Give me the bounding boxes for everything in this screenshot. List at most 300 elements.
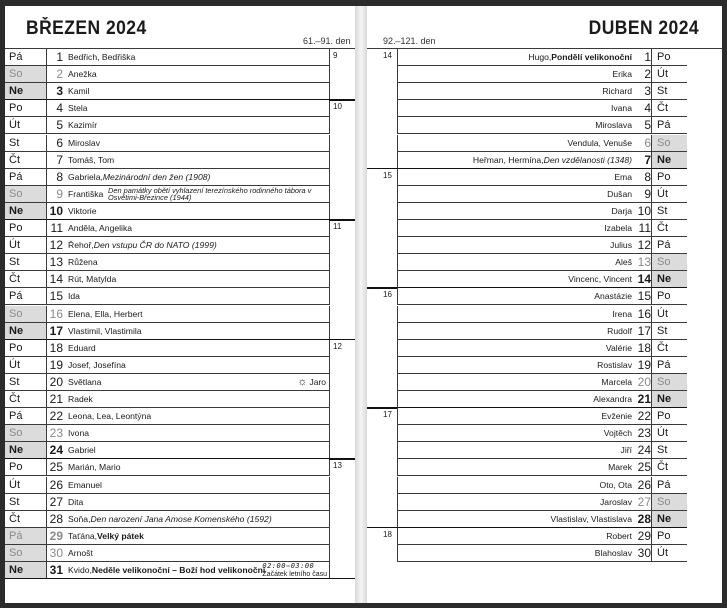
- nameday: Ivana: [610, 103, 632, 114]
- weekday-label: St: [651, 323, 687, 340]
- nameday-text: [397, 545, 637, 562]
- season-start: [297, 376, 326, 388]
- weekday-label: Út: [5, 117, 46, 134]
- day-row: [367, 271, 722, 288]
- nameday-text: [63, 117, 329, 134]
- week-number: 12: [329, 340, 355, 357]
- day-row: [5, 220, 355, 237]
- nameday: Heřman, Hermína,: [472, 154, 544, 165]
- weekday-label: So: [5, 66, 46, 83]
- weekday-label: Út: [651, 425, 687, 442]
- day-number: 27: [46, 494, 63, 511]
- nameday-text: [63, 152, 329, 169]
- day-row: [5, 425, 355, 442]
- week-number: [329, 203, 355, 220]
- weekday-label: Pá: [651, 357, 687, 374]
- nameday-text: [63, 391, 329, 408]
- nameday-text: [397, 494, 637, 511]
- weekday-label: Ne: [5, 83, 46, 100]
- day-number: 7: [637, 152, 651, 169]
- week-number: [367, 477, 397, 494]
- day-row: [367, 442, 722, 459]
- week-number: 15: [383, 170, 392, 180]
- weekday-label: So: [5, 545, 46, 562]
- nameday: Anežka: [68, 69, 97, 80]
- week-number: 13: [329, 459, 355, 476]
- nameday-text: [397, 117, 637, 134]
- day-number: 21: [637, 391, 651, 408]
- nameday-text: [63, 306, 329, 323]
- day-row: [5, 477, 355, 494]
- nameday-text: [397, 477, 637, 494]
- nameday: Vincenc, Vincent: [568, 274, 632, 285]
- nameday: Růžena: [68, 257, 98, 268]
- week-number: [329, 323, 355, 340]
- nameday: Kvido,: [68, 565, 92, 576]
- day-row: [367, 203, 722, 220]
- nameday: Leona, Lea, Leontýna: [68, 411, 152, 422]
- nameday: Rostislav: [597, 359, 632, 370]
- week-number: [329, 477, 355, 494]
- weekday-label: Čt: [651, 100, 687, 117]
- day-row: [367, 186, 722, 203]
- nameday: Marián, Mario: [68, 462, 121, 473]
- day-range: 61.–91. den: [303, 36, 351, 46]
- nameday: Miroslava: [595, 120, 632, 131]
- week-number: [367, 100, 397, 117]
- nameday-text: [397, 49, 637, 66]
- day-row: [5, 100, 355, 117]
- week-number: [367, 83, 397, 100]
- nameday: Soňa,: [68, 513, 91, 524]
- day-number: 29: [637, 528, 651, 545]
- nameday-text: [397, 459, 637, 476]
- day-row: [367, 66, 722, 83]
- nameday-text: [63, 323, 329, 340]
- week-number: [367, 494, 397, 511]
- weekday-label: Út: [5, 477, 46, 494]
- week-number: 18: [383, 529, 392, 539]
- week-number: [367, 186, 397, 203]
- day-number: 14: [637, 271, 651, 288]
- nameday: Kazimír: [68, 120, 98, 131]
- day-number: 5: [637, 117, 651, 134]
- day-row: [5, 254, 355, 271]
- day-number: 13: [637, 254, 651, 271]
- day-row: [367, 340, 722, 357]
- nameday: Anděla, Angelika: [68, 223, 133, 234]
- nameday: Hugo,: [528, 52, 552, 63]
- day-number: 23: [46, 425, 63, 442]
- nameday: Emanuel: [68, 479, 102, 490]
- nameday-text: [63, 477, 329, 494]
- day-row: [367, 545, 722, 562]
- nameday: Rudolf: [607, 325, 632, 336]
- nameday: Bedřich, Bedřiška: [68, 52, 136, 63]
- day-number: 25: [46, 459, 63, 476]
- nameday-text: [63, 374, 329, 391]
- nameday-text: [397, 511, 637, 528]
- week-number: [329, 425, 355, 442]
- week-number: [367, 425, 397, 442]
- nameday-text: [397, 374, 637, 391]
- week-number: 14: [383, 51, 392, 60]
- day-row: [5, 374, 355, 391]
- nameday-text: [397, 152, 637, 169]
- nameday-text: [63, 135, 329, 152]
- day-number: 24: [637, 442, 651, 459]
- day-row: [5, 152, 355, 169]
- weekday-label: Po: [5, 100, 46, 117]
- weekday-label: Út: [651, 186, 687, 203]
- week-separator: [329, 458, 355, 460]
- day-number: 2: [637, 66, 651, 83]
- week-number: [367, 374, 397, 391]
- day-number: 5: [46, 117, 63, 134]
- nameday-text: [63, 49, 329, 66]
- day-number: 14: [46, 271, 63, 288]
- weekday-label: Ne: [651, 271, 687, 288]
- day-number: 8: [46, 169, 63, 186]
- holiday-note: Mezinárodní den žen (1908): [102, 171, 211, 182]
- day-row: [367, 306, 722, 323]
- nameday-text: [63, 220, 329, 237]
- week-number: [329, 288, 355, 305]
- nameday: Vlastimil, Vlastimila: [68, 325, 142, 336]
- nameday-text: [63, 562, 329, 579]
- day-number: 30: [46, 545, 63, 562]
- day-row: [5, 169, 355, 186]
- week-separator: [367, 287, 397, 289]
- nameday: Josef, Josefína: [68, 359, 126, 370]
- nameday-text: [397, 323, 637, 340]
- nameday: Řehoř,: [68, 240, 94, 251]
- day-number: 7: [46, 152, 63, 169]
- day-row: [367, 49, 722, 66]
- nameday: Miroslav: [68, 137, 100, 148]
- weekday-label: So: [651, 374, 687, 391]
- weekday-label: Čt: [651, 340, 687, 357]
- day-row: [5, 340, 355, 357]
- nameday-text: [63, 357, 329, 374]
- nameday: Vendula, Venuše: [567, 137, 632, 148]
- week-number: [329, 254, 355, 271]
- weekday-label: Ne: [5, 203, 46, 220]
- week-number: [329, 357, 355, 374]
- day-row: [367, 288, 722, 305]
- week-number: [367, 117, 397, 134]
- weekday-label: Pá: [5, 49, 46, 66]
- nameday-text: [397, 254, 637, 271]
- nameday-text: [63, 494, 329, 511]
- nameday-text: [63, 66, 329, 83]
- weekday-label: Pá: [5, 288, 46, 305]
- holiday-note: Den vzdělanosti (1348): [543, 154, 632, 165]
- day-number: 28: [637, 511, 651, 528]
- nameday-text: [63, 271, 329, 288]
- week-number: [367, 323, 397, 340]
- weekday-label: Po: [651, 49, 687, 66]
- day-row: [5, 66, 355, 83]
- nameday-text: [397, 357, 637, 374]
- week-separator: [367, 168, 397, 170]
- day-row: [5, 117, 355, 134]
- weekday-label: Ne: [651, 391, 687, 408]
- nameday: Julius: [610, 240, 632, 251]
- weekday-label: Út: [651, 66, 687, 83]
- day-number: 16: [637, 306, 651, 323]
- weekday-label: Út: [5, 237, 46, 254]
- day-row: [367, 494, 722, 511]
- nameday: Rút, Matylda: [68, 274, 117, 285]
- day-number: 23: [637, 425, 651, 442]
- day-row: [5, 288, 355, 305]
- day-row: [367, 220, 722, 237]
- nameday-text: [397, 340, 637, 357]
- day-number: 21: [46, 391, 63, 408]
- day-row: [367, 152, 722, 169]
- nameday: Arnošt: [68, 547, 93, 558]
- day-number: 19: [46, 357, 63, 374]
- week-number: [367, 306, 397, 323]
- holiday-note: Den narození Jana Amose Komenského (1592): [90, 513, 272, 524]
- week-number: [329, 66, 355, 83]
- day-number: 22: [46, 408, 63, 425]
- day-number: 18: [46, 340, 63, 357]
- day-number: 6: [637, 135, 651, 152]
- weekday-label: Po: [651, 408, 687, 425]
- day-number: 17: [46, 323, 63, 340]
- day-number: 18: [637, 340, 651, 357]
- weekday-label: St: [651, 83, 687, 100]
- week-number: [367, 135, 397, 152]
- nameday-text: [397, 271, 637, 288]
- day-row: [367, 408, 722, 425]
- day-row: [5, 237, 355, 254]
- sun-icon: ☼: [297, 375, 308, 388]
- nameday-text: [63, 425, 329, 442]
- nameday-text: [63, 169, 329, 186]
- nameday-text: [63, 288, 329, 305]
- weekday-label: Út: [651, 545, 687, 562]
- day-number: 24: [46, 442, 63, 459]
- nameday-text: [63, 237, 329, 254]
- nameday: Valérie: [605, 342, 632, 353]
- nameday: Izabela: [604, 223, 632, 234]
- day-row: [367, 169, 722, 186]
- day-row: [367, 135, 722, 152]
- nameday: Robert: [606, 530, 632, 541]
- day-number: 19: [637, 357, 651, 374]
- nameday: Viktorie: [68, 205, 97, 216]
- nameday: Stela: [68, 103, 88, 114]
- week-number: [367, 66, 397, 83]
- day-row: [367, 254, 722, 271]
- nameday-text: [63, 340, 329, 357]
- weekday-label: Ne: [5, 562, 46, 579]
- day-number: 28: [46, 511, 63, 528]
- dst-change: [262, 562, 327, 579]
- dst-label: Začátek letního času: [262, 571, 327, 578]
- nameday-text: [397, 83, 637, 100]
- weekday-label: Po: [651, 169, 687, 186]
- weekday-label: Ne: [651, 152, 687, 169]
- nameday: Alexandra: [593, 394, 632, 405]
- day-row: [367, 528, 722, 545]
- calendar-grid: [367, 49, 722, 579]
- weekday-label: Pá: [651, 237, 687, 254]
- day-range: 92.–121. den: [383, 36, 436, 46]
- week-number: [329, 562, 355, 579]
- week-number: [329, 135, 355, 152]
- book-gutter: [355, 6, 367, 603]
- nameday-text: [397, 391, 637, 408]
- nameday: Oto, Ota: [599, 479, 632, 490]
- day-number: 9: [46, 186, 63, 203]
- week-number: [329, 237, 355, 254]
- weekday-label: Čt: [5, 511, 46, 528]
- weekday-label: So: [5, 186, 46, 203]
- day-row: [367, 391, 722, 408]
- week-number: [329, 545, 355, 562]
- day-row: [5, 357, 355, 374]
- weekday-label: Čt: [5, 391, 46, 408]
- day-row: [367, 374, 722, 391]
- day-number: 1: [637, 49, 651, 66]
- week-number: [367, 152, 397, 169]
- weekday-label: Pá: [651, 117, 687, 134]
- left-page-march: [5, 6, 355, 603]
- day-number: 27: [637, 494, 651, 511]
- nameday: Světlana: [68, 376, 102, 387]
- nameday: Anastázie: [594, 291, 632, 302]
- week-number: [329, 169, 355, 186]
- weekday-label: Út: [651, 306, 687, 323]
- memorial-note: Den památky obětí vyhlazení terezínského rodinného tábora v Osvětimi-Březince (1944): [108, 185, 312, 203]
- nameday: Aleš: [615, 257, 632, 268]
- week-number: [367, 357, 397, 374]
- day-number: 9: [637, 186, 651, 203]
- day-number: 31: [46, 562, 63, 579]
- day-row: [367, 323, 722, 340]
- day-number: 4: [637, 100, 651, 117]
- week-number: [329, 494, 355, 511]
- week-number: [329, 306, 355, 323]
- day-row: [367, 357, 722, 374]
- week-number: [329, 528, 355, 545]
- week-number: 17: [383, 410, 392, 420]
- nameday-text: [63, 100, 329, 117]
- week-number: [367, 442, 397, 459]
- nameday: Františka: [68, 188, 104, 199]
- day-number: 15: [46, 288, 63, 305]
- week-number: [367, 203, 397, 220]
- day-number: 12: [637, 237, 651, 254]
- day-row: [5, 323, 355, 340]
- day-row: [367, 100, 722, 117]
- day-number: 26: [46, 477, 63, 494]
- nameday: Evženie: [601, 411, 632, 422]
- holiday-name: Velký pátek: [97, 530, 144, 541]
- day-row: [367, 117, 722, 134]
- day-number: 17: [637, 323, 651, 340]
- weekday-label: Ne: [5, 442, 46, 459]
- nameday-text: [397, 169, 637, 186]
- day-row: [5, 186, 355, 203]
- nameday: Radek: [68, 394, 93, 405]
- holiday-note: Den vstupu ČR do NATO (1999): [93, 240, 217, 251]
- nameday-text: [397, 306, 637, 323]
- nameday: Tomáš, Tom: [68, 154, 115, 165]
- week-separator: [329, 219, 355, 221]
- weekday-label: Pá: [5, 528, 46, 545]
- weekday-label: So: [651, 254, 687, 271]
- nameday: Dušan: [607, 188, 632, 199]
- nameday: Jaroslav: [600, 496, 632, 507]
- day-number: 13: [46, 254, 63, 271]
- nameday-text: [397, 135, 637, 152]
- nameday-text: [397, 100, 637, 117]
- day-row: [5, 306, 355, 323]
- day-number: 29: [46, 528, 63, 545]
- week-number: [367, 340, 397, 357]
- week-separator: [367, 407, 397, 409]
- holiday-name: Pondělí velikonoční: [551, 52, 632, 63]
- nameday-text: [397, 203, 637, 220]
- week-number: [329, 511, 355, 528]
- day-number: 22: [637, 408, 651, 425]
- nameday-text: [63, 442, 329, 459]
- nameday-text: [397, 425, 637, 442]
- nameday: Gabriela,: [68, 171, 103, 182]
- day-row: [367, 237, 722, 254]
- nameday: Marek: [608, 462, 632, 473]
- day-row: [5, 83, 355, 100]
- nameday-text: [397, 528, 637, 545]
- week-number: [329, 391, 355, 408]
- day-number: 12: [46, 237, 63, 254]
- day-row: [5, 562, 355, 579]
- week-separator: [367, 527, 397, 529]
- day-number: 30: [637, 545, 651, 562]
- day-number: 2: [46, 66, 63, 83]
- weekday-label: Pá: [651, 477, 687, 494]
- week-number: [367, 511, 397, 528]
- weekday-label: St: [5, 374, 46, 391]
- day-number: 6: [46, 135, 63, 152]
- week-separator: [329, 339, 355, 341]
- week-number: [367, 391, 397, 408]
- nameday: Gabriel: [68, 445, 96, 456]
- day-number: 10: [46, 203, 63, 220]
- nameday-text: [63, 186, 329, 203]
- day-number: 25: [637, 459, 651, 476]
- weekday-label: Čt: [651, 459, 687, 476]
- nameday-text: [397, 442, 637, 459]
- nameday-text: [63, 459, 329, 476]
- day-row: [367, 425, 722, 442]
- nameday: Darja: [611, 205, 632, 216]
- week-number: [367, 254, 397, 271]
- week-number: [329, 271, 355, 288]
- week-number: [329, 152, 355, 169]
- nameday-text: [63, 545, 329, 562]
- day-number: 1: [46, 49, 63, 66]
- weekday-label: St: [651, 203, 687, 220]
- day-row: [367, 511, 722, 528]
- week-number: 16: [383, 290, 392, 300]
- week-number: [329, 408, 355, 425]
